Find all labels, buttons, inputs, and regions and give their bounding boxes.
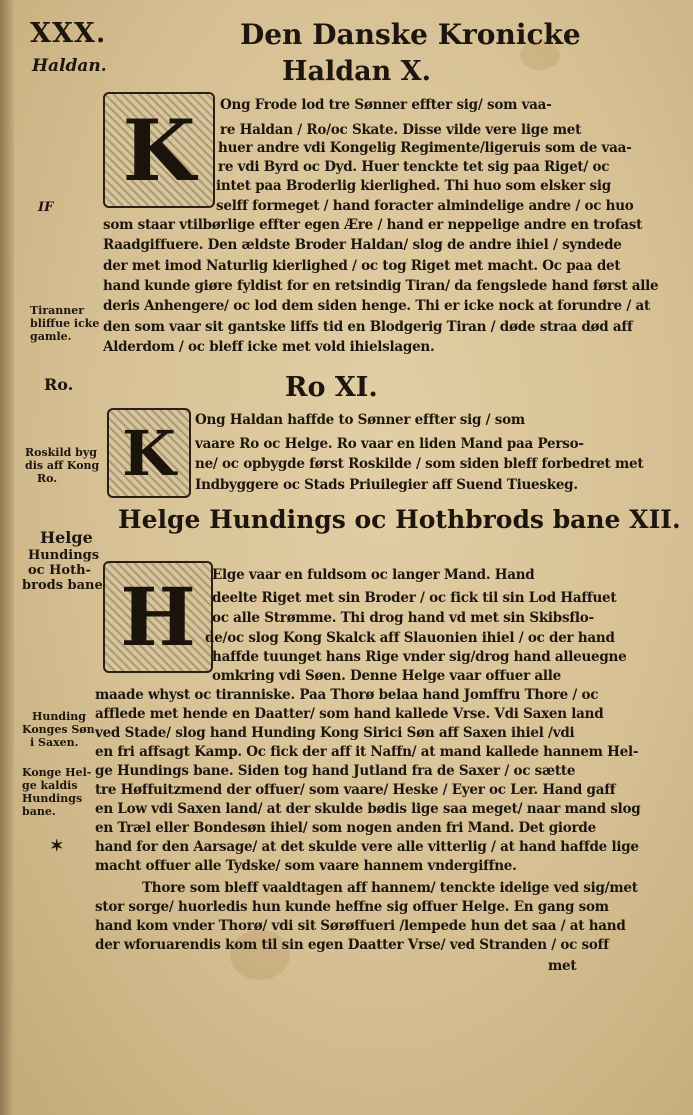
marginal-line: Roskild byg xyxy=(25,446,97,459)
text-line: deris Anhengere/ oc lod dem siden henge. Thi er icke nock at forundre / at xyxy=(103,298,650,314)
marginal-line: oc Hoth- xyxy=(28,563,91,578)
asterisk-icon: ✶ xyxy=(50,836,64,855)
section-title: Ro XI. xyxy=(285,372,378,403)
text-line: hand kom vnder Thorø/ vdi sit Sørøffueri /lempede hun det saa / at hand xyxy=(95,918,626,934)
text-line: tre Høffuitzmend der offuer/ som vaare/ Heske / Eyer oc Ler. Hand gaff xyxy=(95,782,616,798)
marginal-line: Tiranner xyxy=(30,304,85,317)
text-line: ved Stade/ slog hand Hunding Kong Sirici Søn aff Saxen ihiel /vdi xyxy=(95,725,575,741)
marginal-line: bane. xyxy=(22,805,56,818)
text-line: som staar vtilbørlige effter egen Ære / hand er neppelige andre en trofast xyxy=(103,217,643,233)
binding-gutter xyxy=(0,0,14,1115)
decorated-initial: H xyxy=(103,561,213,673)
text-line: en Low vdi Saxen land/ at der skulde bødis lige saa meget/ naar mand slog xyxy=(95,801,641,817)
text-line: der met imod Naturlig kierlighed / oc tog Riget met macht. Oc paa det xyxy=(103,258,621,274)
text-line: en fri affsagt Kamp. Oc fick der aff it Naffn/ at mand kallede hannem Hel- xyxy=(95,744,639,760)
marginal-line: Konges Søn xyxy=(22,723,95,736)
text-line: hand kunde giøre fyldist for en retsindig Tiran/ da fengslede hand først alle xyxy=(103,278,659,294)
text-line: Ong Haldan haffde to Sønner effter sig / som xyxy=(195,412,525,428)
marginal-note-roskild xyxy=(25,446,99,485)
chapter-number: XXX. xyxy=(30,18,107,49)
marginal-name-ro: Ro. xyxy=(44,375,74,394)
text-line: haffde tuunget hans Rige vnder sig/drog hand alleuegne xyxy=(212,649,627,665)
text-line: en Træl eller Bondesøn ihiel/ som nogen anden fri Mand. Det giorde xyxy=(95,820,596,836)
section-title: Helge Hundings oc Hothbrods bane XII. xyxy=(118,505,681,534)
text-line: omkring vdi Søen. Denne Helge vaar offuer alle xyxy=(212,668,562,684)
text-line: oc alle Strømme. Thi drog hand vd met sin Skibsflo- xyxy=(212,610,594,626)
catchword: met xyxy=(548,958,577,974)
marginal-line: gamle. xyxy=(30,330,72,343)
text-line: macht offuer alle Tydske/ som vaare hannem vndergiffne. xyxy=(95,858,517,874)
decorated-initial: K xyxy=(107,408,191,498)
text-line: Ong Frode lod tre Sønner effter sig/ som vaa- xyxy=(220,97,552,113)
text-line: selff formeget / hand foracter almindelige andre / oc huo xyxy=(216,198,634,214)
text-line: re vdi Byrd oc Dyd. Huer tenckte tet sig paa Riget/ oc xyxy=(218,159,610,175)
text-line: ge Hundings bane. Siden tog hand Jutland fra de Saxer / oc sætte xyxy=(95,763,576,779)
marginal-line: bliffue icke xyxy=(30,317,100,330)
text-line: vaare Ro oc Helge. Ro vaar en liden Mand paa Perso- xyxy=(195,436,584,452)
marginal-line: Ro. xyxy=(37,472,58,485)
text-line: deelte Riget met sin Broder / oc fick til sin Lod Haffuet xyxy=(212,590,617,606)
marginal-line: dis aff Kong xyxy=(25,459,100,472)
text-line: maade whyst oc tiranniske. Paa Thorø belaa hand Jomffru Thore / oc xyxy=(95,687,599,703)
text-line: Elge vaar en fuldsom oc langer Mand. Hand xyxy=(212,567,535,583)
text-line: der wforuarendis kom til sin egen Daatter Vrse/ ved Stranden / oc soff xyxy=(95,937,609,953)
text-line: Raadgiffuere. Den ældste Broder Haldan/ slog de andre ihiel / syndede xyxy=(103,237,622,253)
marginal-line: Hunding xyxy=(32,710,86,723)
text-line: Indbyggere oc Stads Priuilegier aff Suend Tiueskeg. xyxy=(195,477,578,493)
section-title: Haldan X. xyxy=(282,56,432,87)
text-line: ne/ oc opbygde først Roskilde / som siden bleff forbedret met xyxy=(195,456,644,472)
marginal-line: Hundings xyxy=(22,792,83,805)
marginal-note-tyrants xyxy=(30,304,99,343)
text-line: Thore som bleff vaaldtagen aff hannem/ tenckte idelige ved sig/met xyxy=(142,880,638,896)
margin-name: Haldan. xyxy=(32,56,107,76)
marginal-note-konge-helge xyxy=(22,766,91,818)
text-line: Alderdom / oc bleff icke met vold ihielslagen. xyxy=(103,339,435,355)
text-line: den som vaar sit gantske liffs tid en Blodgerig Tiran / døde straa død aff xyxy=(103,319,633,335)
marginal-line: Konge Hel- xyxy=(22,766,92,779)
text-line: huer andre vdi Kongelig Regimente/ligeruis som de vaa- xyxy=(218,140,632,156)
marginal-line: i Saxen. xyxy=(30,736,79,749)
text-line: afflede met hende en Daatter/ som hand kallede Vrse. Vdi Saxen land xyxy=(95,706,604,722)
margin-mark: IF xyxy=(38,200,54,215)
marginal-line: ge kaldis xyxy=(22,779,78,792)
marginal-note-hunding xyxy=(22,710,95,749)
text-line: stor sorge/ huorledis hun kunde heffne sig offuer Helge. En gang som xyxy=(95,899,609,915)
text-line: re Haldan / Ro/oc Skate. Disse vilde vere lige met xyxy=(220,122,582,138)
running-title: Den Danske Kronicke xyxy=(240,18,581,51)
text-line: de/oc slog Kong Skalck aff Slauonien ihiel / oc der hand xyxy=(205,630,615,646)
marginal-line: brods bane xyxy=(22,578,103,593)
marginal-line: Hundings xyxy=(28,548,100,563)
text-line: intet paa Broderlig kierlighed. Thi huo som elsker sig xyxy=(216,178,611,194)
text-line: hand for den Aarsage/ at det skulde vere alle vitterlig / at hand haffde lige xyxy=(95,839,639,855)
marginal-note-helge xyxy=(22,528,103,593)
decorated-initial: K xyxy=(103,92,215,208)
marginal-line: Helge xyxy=(40,528,93,547)
